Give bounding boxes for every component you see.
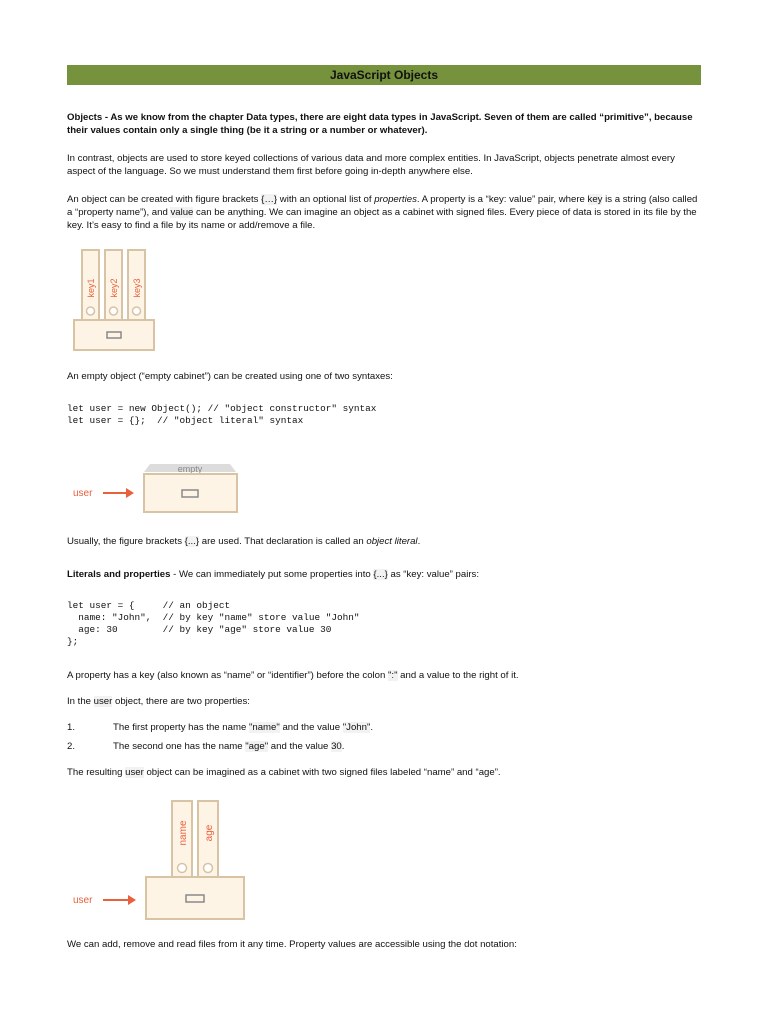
file-folder-name (172, 801, 192, 877)
property-paragraph: A property has a key (also known as “name” or “identifier”) before the colon ":" and a value to the right of it. (67, 670, 519, 681)
cabinet-drawer (144, 474, 237, 512)
arrow-right-icon (103, 488, 134, 498)
empty-cabinet-illustration (70, 460, 250, 520)
cabinet-drawer (146, 877, 244, 919)
empty-lid-label: empty (177, 464, 203, 474)
page-title: JavaScript Objects (67, 65, 701, 85)
file-folder-age (198, 801, 218, 877)
cabinet-drawer (74, 320, 154, 350)
create-paragraph: An object can be created with figure brackets {…} with an optional list of properties. A property is a “key: value” pair, where key is a string (also called a “property name”), and value can be anything. We can imagine an object as a cabinet with signed files. Every piece of data is stored in its file by the key. It’s easy to find a file by its name or add/remove a file. (67, 194, 698, 231)
file-label-name: name (178, 820, 189, 846)
contrast-paragraph: In contrast, objects are used to store keyed collections of various data and more complex entities. In JavaScript, objects penetrate almost every aspect of the language. So we must understand them first before going in-depth anywhere else. (67, 153, 675, 177)
usually-paragraph: Usually, the figure brackets {...} are used. That declaration is called an object literal. (67, 536, 421, 547)
code-block-literal: let user = { // an object name: "John", // by key "name" store value "John" age: 30 // by key "age" store value 30 }; (67, 600, 360, 647)
empty-object-paragraph: An empty object (“empty cabinet”) can be created using one of two syntaxes: (67, 371, 393, 382)
file-folder-key3 (128, 250, 145, 320)
file-label-age: age (204, 824, 215, 842)
file-label-key2: key2 (109, 278, 119, 298)
resulting-paragraph: The resulting user object can be imagined as a cabinet with two signed files labeled “name” and “age”. (67, 767, 501, 778)
cabinet-illustration-three-files (70, 248, 160, 354)
file-folder-key2 (105, 250, 122, 320)
in-user-paragraph: In the user object, there are two properties: (67, 696, 250, 707)
literals-paragraph: Literals and properties - We can immediately put some properties into {...} as “key: value” pairs: (67, 569, 480, 580)
file-label-key1: key1 (86, 278, 96, 298)
intro-paragraph: Objects - As we know from the chapter Data types, there are eight data types in JavaScript. Seven of them are called “primitive”, because their values contain only a single thing (be it a string or a number or whatever). (67, 112, 693, 136)
file-label-key3: key3 (132, 278, 142, 298)
cabinet-illustration-two-files (70, 795, 250, 925)
code-block-empty-object: let user = new Object(); // "object constructor" syntax let user = {}; // "object literal" syntax (67, 403, 377, 426)
arrow-right-icon (103, 895, 136, 905)
user-variable-label: user (73, 895, 93, 906)
file-folder-key1 (82, 250, 99, 320)
last-paragraph: We can add, remove and read files from it any time. Property values are accessible using the dot notation: (67, 939, 517, 950)
user-variable-label: user (73, 488, 93, 499)
